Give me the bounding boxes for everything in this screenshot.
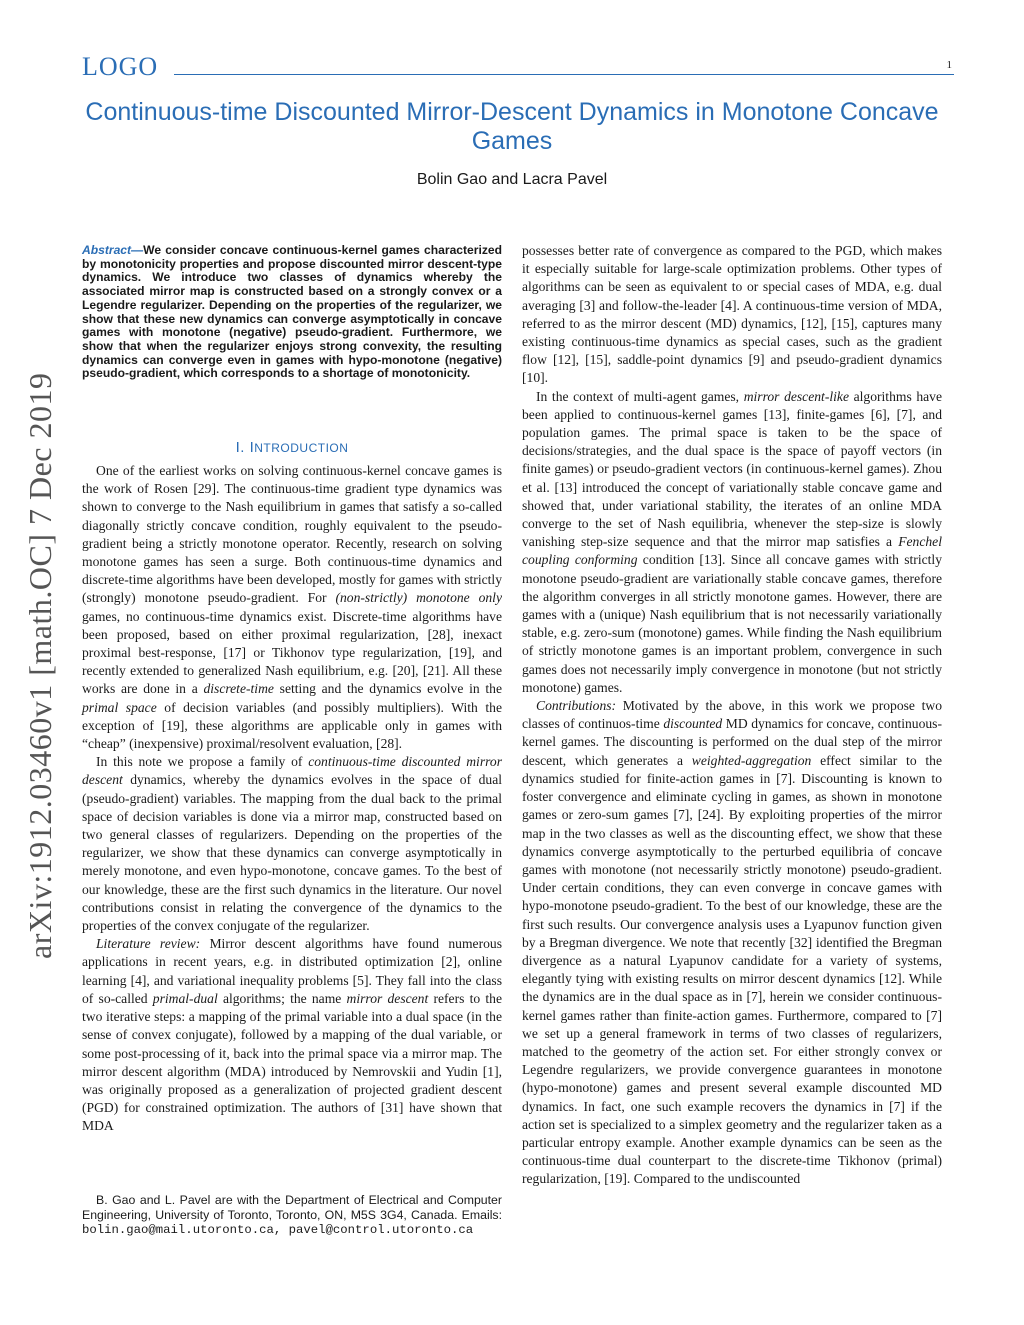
text-run: games, no continuous-time dynamics exist. Discrete-time algorithms have been proposed, based on either proximal regularization, [28], inexact proximal best-response, [17] or Tikhonov type regularization, [19], and recently extended to generalized Nash equilibrium, e.g. [20], [21]. All these works are done in a — [82, 608, 502, 697]
emphasis: weighted-aggregation — [691, 752, 812, 768]
intro-paragraph-2 — [82, 753, 502, 935]
text-run: algorithms; the name — [217, 990, 347, 1006]
email-link-pavel[interactable]: pavel@control.utoronto.ca — [288, 1223, 474, 1237]
emphasis: mirror descent — [346, 990, 429, 1006]
paper-title: Continuous-time Discounted Mirror-Descent Dynamics in Monotone Concave Games — [85, 98, 939, 155]
text-run: , — [273, 1223, 289, 1237]
text-run: One of the earliest works on solving continuous-kernel concave games is the work of Rosen [29]. The continuous-time gradient type dynamics was shown to converge to the Nash equilibrium in games that satisfy a so-called diagonally strictly concave condition, roughly equivalent to the pseudo-gradient being a strictly monotone operator. Recently, research on solving monotone games has seen a surge. Both continuous-time dynamics and discrete-time algorithms have been developed, mostly for games with strictly (strongly) monotone pseudo-gradient. For — [82, 463, 502, 606]
text-run: of decision variables (and possibly multipliers). With the exception of [19], these algorithms are applicable only in games with “cheap” (inexpensive) proximal/resolvent evaluation, [28]. — [82, 699, 502, 752]
right-column — [522, 242, 942, 1189]
intro-paragraph-1 — [82, 462, 502, 753]
page-header — [82, 52, 954, 82]
arxiv-stamp: arXiv:1912.03460v1 [math.OC] 7 Dec 2019 — [22, 372, 58, 959]
left-column — [82, 462, 502, 1136]
emphasis: primal space — [82, 699, 157, 715]
emphasis: discrete-time — [203, 681, 274, 697]
emphasis: continuous-time discounted mirror descent — [82, 754, 502, 788]
emphasis: (non-strictly) monotone only — [335, 590, 502, 606]
section-title-initial: I — [249, 439, 255, 456]
text-run: Mirror descent algorithms have found numerous applications in recent years, e.g. in distributed optimization [2], online learning [4], and variational inequality problems [5]. They fall into the class of so-called — [82, 936, 502, 1006]
text-run: In the context of multi-agent games, — [536, 388, 744, 404]
text-run: In this note we propose a family of — [96, 754, 309, 770]
email-link-gao[interactable]: bolin.gao@mail.utoronto.ca — [82, 1223, 274, 1237]
emphasis: Fenchel coupling conforming — [522, 534, 942, 568]
section-numeral: I. — [235, 439, 245, 456]
page-number: 1 — [946, 59, 952, 71]
footnote-text — [82, 1193, 502, 1238]
abstract-lead: Abstract— — [82, 243, 144, 257]
text-run: condition [13]. Since all concave games with strictly monotone pseudo-gradient are variationally stable concave games, therefore the algorithm converges in all strictly monotone games. However, there are games with a (unique) Nash equilibrium that is not necessarily variationally stable, e.g. zero-sum (monotone) games. While finding the Nash equilibrium of strictly monotone games is an important problem, convergence in such games does not necessarily imply convergence in monotone (but not strictly monotone) games. — [522, 552, 942, 695]
section-heading-introduction — [82, 439, 502, 456]
text-run: B. Gao and L. Pavel are with the Department of Electrical and Computer Engineering, University of Toronto, Toronto, ON, M5S 3G4, Canada. Emails: — [82, 1193, 502, 1222]
continued-paragraph: possesses better rate of convergence as compared to the PGD, which makes it especially suitable for large-scale optimization problems. Other types of algorithms can be seen as equivalent to or special cases of MDA, e.g. dual averaging [3] and follow-the-leader [4]. A continuous-time version of MDA, referred to as the mirror descent (MD) dynamics, [12], [15], captures many existing continuous-time dynamics as special cases, such as the gradient flow [12], [15], saddle-point dynamics [9] and pseudo-gradient dynamics [10]. — [522, 243, 942, 386]
literature-review-paragraph — [82, 935, 502, 1135]
contributions-paragraph — [522, 697, 942, 1188]
text-run: setting and the dynamics evolve in the — [273, 681, 502, 697]
header-rule — [174, 74, 954, 75]
text-run: dynamics, whereby the dynamics evolves in the space of dual (pseudo-gradient) variables. The mapping from the dual back to the primal space of decision variables is done via a mirror map, constructed based on two general classes of regularizers. Depending on the properties of the regularizer, we show that these dynamics can converge asymptotically in merely monotone, and even hypo-monotone, concave games. To the best of our knowledge, these are the first such dynamics in the literature. Our novel contributions consist in relating the convergence of the dynamics to the properties of the convex conjugate of the regularizer. — [82, 772, 502, 934]
text-run: effect similar to the dynamics studied for finite-action games in [7]. Discounting is known to foster convergence and eliminate cycling in games, as shown in monotone games or zero-sum games [7], [24]. By exploiting properties of the mirror map in the two classes as well as the discounting effect, we show that these dynamics converge asymptotically to the perturbed equilibria of concave games with monotone (not necessarily strictly monotone) pseudo-gradient. Under certain conditions, they can even converge in concave games with hypo-monotone pseudo-gradient. To the best of our knowledge, these are the first such results. Our convergence analysis uses a Lyapunov function given by a Bregman divergence. We note that recently [32] identified the Bregman divergence as a natural Lyapunov candidate for a variety of systems, elegantly tying with existing results on mirror descent dynamics [12]. While the dynamics are in the dual space as in [7], herein we consider continuous-kernel games rather than finite-action games. Furthermore, compared to [7] we set up a general framework in terms of two classes of regularizers, matched to the geometry of the action set. For either strongly convex or Legendre regularizers, we provide convergence guarantees in monotone (hypo-monotone) games and present several example discounted MD dynamics. In fact, one such example recovers the dynamics in [7] if the action set is specialized to a simplex geometry and the regularizer taken as a particular entropy example. Another example dynamics can be seen as the continuous-time dual counterpart to the discrete-time Tikhonov (primal) regularization, [19]. Compared to the undiscounted — [522, 752, 942, 1187]
paragraph-heading: Contributions: — [536, 698, 617, 714]
paragraph-heading: Literature review: — [96, 936, 201, 952]
text-run: MD dynamics for concave, continuous-kernel games. The discounting is performed on the dual step of the mirror descent, which generates a — [522, 716, 942, 768]
author-footnote — [82, 1193, 502, 1238]
text-run: refers to the two iterative steps: a mapping of the primal variable into a dual space (in the sense of convex conjugate), followed by a mapping of the dual variable, or some post-processing of it, back into the primal space via a mirror map. The mirror descent algorithm (MDA) introduced by Nemrovskii and Yudin [1], was originally proposed as a generalization of projected gradient descent (PGD) for constrained optimization. The authors of [31] have shown that MDA — [82, 990, 502, 1134]
multi-agent-paragraph — [522, 388, 942, 697]
abstract-text: We consider concave continuous-kernel games characterized by monotonicity properties and propose discounted mirror descent-type dynamics. We introduce two classes of dynamics whereby the associated mirror map is constructed based on a strongly convex or a Legendre regularizer. Depending on the properties of the regularizer, we show that these new dynamics can converge asymptotically in concave games with monotone (negative) pseudo-gradient. Furthermore, we show that when the regularizer enjoys strong convexity, the resulting dynamics can converge even in games with hypo-monotone (negative) pseudo-gradient, which corresponds to a shortage of monotonicity. — [82, 243, 502, 381]
emphasis: discounted — [663, 716, 723, 732]
text-run: Motivated by the above, in this work we propose two classes of continuos-time — [522, 698, 942, 732]
text-run: algorithms have been applied to continuous-kernel games [13], finite-games [6], [7], and population games. The primal space is taken to be the space of decisions/strategies, and the dual space is the space of payoff vectors (in finite games) or pseudo-gradient vectors (in continuous-kernel games). Zhou et al. [13] introduced the concept of variationally stable concave game and showed that, under variational stability, the iterates of an online MDA converge to the set of Nash equilibria, whenever the step-size is slowly vanishing step-size sequence and that the mirror map satisfies a — [522, 388, 943, 550]
logo: LOGO — [82, 52, 159, 81]
section-title-rest: NTRODUCTION — [254, 441, 349, 455]
emphasis: mirror descent-like — [743, 388, 849, 404]
paper-authors: Bolin Gao and Lacra Pavel — [416, 171, 608, 188]
emphasis: primal-dual — [152, 990, 218, 1006]
abstract — [82, 244, 502, 381]
